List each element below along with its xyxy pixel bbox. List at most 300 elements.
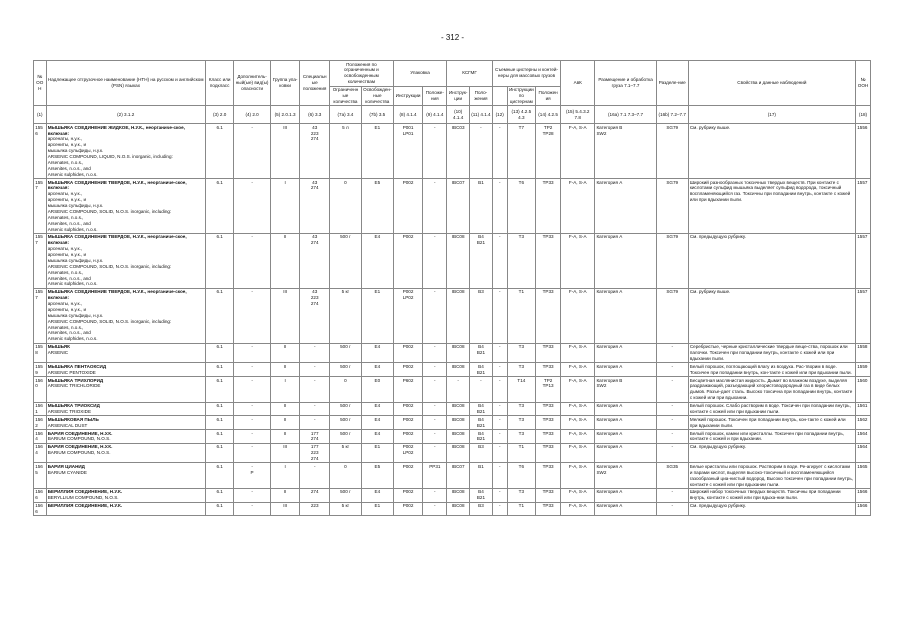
cell-name <box>46 416 205 430</box>
cell-ems: F-A, S-A <box>561 124 595 179</box>
cell-tank-instr: T1 <box>507 443 535 463</box>
cell-segregation: - <box>656 377 688 403</box>
cell-col12: - <box>492 430 507 444</box>
cell-ems: F-A, S-A <box>561 463 595 489</box>
colnum: (13) 4.2.5 4.3 <box>507 106 535 124</box>
cell-ibc-instr: IBC08 <box>447 343 470 363</box>
header-limited: Ограниченные количества <box>330 86 362 106</box>
cell-class: 6.1 <box>205 288 233 343</box>
table-row <box>34 179 871 234</box>
cell-stowage: Категория A <box>595 233 656 288</box>
cell-ibc-prov: B4 B21 <box>470 233 493 288</box>
cell-un-right: 1566 <box>856 502 871 516</box>
cell-pack-prov: - <box>423 443 447 463</box>
page-number: - 312 - <box>440 33 465 42</box>
cell-segregation: - <box>656 402 688 416</box>
cell-properties: См. предыдущую рубрику. <box>688 443 855 463</box>
cell-ibc-instr: IBC08 <box>447 402 470 416</box>
cell-un: 1564 <box>34 443 47 463</box>
cell-tank-prov: TP33 <box>536 288 561 343</box>
header-tank-group: Съемные цистерны и контей-неры для массовых грузов <box>492 61 560 87</box>
cell-col12: - <box>492 502 507 516</box>
header-pack-prov: Положе-ния <box>423 86 447 106</box>
cell-un-right: 1562 <box>856 416 871 430</box>
cell-properties: Мелкий порошок. Токсичен при попадании внутрь, кон-такте с кожей или при вдыхании пыли. <box>688 416 855 430</box>
header-un: № ООН <box>34 61 47 106</box>
cell-tank-instr: T14 <box>507 377 535 403</box>
table-row <box>34 463 871 489</box>
header-excepted: Освобожден-ные количества <box>363 87 392 104</box>
cell-packing-group: II <box>270 233 300 288</box>
cell-class: 6.1 <box>205 402 233 416</box>
cell-special: - <box>300 363 330 377</box>
colnum: (18) <box>856 106 871 124</box>
cell-name <box>46 463 205 489</box>
cell-properties: См. предыдущую рубрику. <box>688 233 855 288</box>
cell-class: 6.1 <box>205 416 233 430</box>
colnum: (7a) 3.4 <box>330 106 362 124</box>
cell-col12: - <box>492 363 507 377</box>
cell-ems: F-A, S-A <box>561 402 595 416</box>
cell-name <box>46 363 205 377</box>
colnum: (11) 4.1.4 <box>470 106 493 124</box>
cell-name <box>46 488 205 502</box>
header-ibc-prov: Поло-жения <box>470 86 493 106</box>
cell-limited: 500 г <box>330 416 362 430</box>
cell-stowage: Категория A <box>595 288 656 343</box>
cell-subsidiary: - <box>234 443 270 463</box>
cell-col12: - <box>492 488 507 502</box>
cell-segregation: - <box>656 488 688 502</box>
table-row <box>34 502 871 516</box>
cell-pack-prov: - <box>423 402 447 416</box>
cell-pack-prov: - <box>423 430 447 444</box>
cell-tank-instr: T3 <box>507 488 535 502</box>
cell-limited: 5 кг <box>330 502 362 516</box>
cell-un-right: 1564 <box>856 430 871 444</box>
cell-tank-instr: T3 <box>507 363 535 377</box>
cell-un-right: 1558 <box>856 343 871 363</box>
cell-pack-instr: P002 <box>393 463 423 489</box>
cell-packing-group: II <box>270 402 300 416</box>
cell-class: 6.1 <box>205 377 233 403</box>
column-number-row <box>34 106 871 124</box>
header-ibc-group: КСГМГ <box>447 61 493 87</box>
cell-class: 6.1 <box>205 179 233 234</box>
cell-subsidiary: - <box>234 233 270 288</box>
cell-ibc-prov: B3 <box>470 502 493 516</box>
table-row <box>34 343 871 363</box>
cell-limited: 500 г <box>330 363 362 377</box>
cell-name <box>46 430 205 444</box>
cell-special: 274 <box>300 488 330 502</box>
name-rest: арсенаты, н.у.к., арсениты, н.у.к., и мышьяка сульфиды, н.у.к. ARSENIC COMPOUND, SOLID, N.O.S. inorganic, including: Arsenates, n.o.s., Arsenites, n.o.s., and Arsenic sulphides, n.o.s. <box>47 301 172 342</box>
cell-un-right: 1559 <box>856 363 871 377</box>
cell-segregation: SG79 <box>656 179 688 234</box>
colnum: (12) <box>492 106 507 124</box>
colnum: (7b) 3.5 <box>361 106 393 124</box>
table-row <box>34 233 871 288</box>
table-row <box>34 416 871 430</box>
cell-ems: F-A, S-A <box>561 343 595 363</box>
cell-name <box>46 443 205 463</box>
name-russian: МЫШЬЯК <box>47 344 70 350</box>
colnum: (17) <box>688 106 855 124</box>
header-special-provisions: Специальные положения <box>300 61 330 106</box>
cell-segregation: SG79 <box>656 288 688 343</box>
cell-excepted: E4 <box>361 363 393 377</box>
cell-tank-prov: TP33 <box>536 488 561 502</box>
cell-subsidiary: - <box>234 288 270 343</box>
cell-un-right: 1564 <box>856 443 871 463</box>
table-row <box>34 443 871 463</box>
cell-un-right: 1565 <box>856 463 871 489</box>
cell-special: - <box>300 416 330 430</box>
colnum: (8) 4.1.4 <box>393 106 423 124</box>
cell-subsidiary: - <box>234 124 270 179</box>
cell-ibc-prov: B3 <box>470 443 493 463</box>
cell-special: - <box>300 377 330 403</box>
cell-ibc-prov: B3 <box>470 288 493 343</box>
name-russian: МЫШЬЯКА ТРИОКСИД <box>47 403 100 408</box>
cell-tank-instr: T3 <box>507 402 535 416</box>
cell-un: 1557 <box>34 233 47 288</box>
name-rest: BARIUM COMPOUND, N.O.S. <box>47 450 111 456</box>
name-rest: ARSENIC TRIOXIDE <box>47 408 92 414</box>
cell-pack-instr: P002 <box>393 233 423 288</box>
header-properties: Свойства и данные наблюдений <box>688 61 855 106</box>
cell-special: 43 274 <box>300 233 330 288</box>
cell-special: 177 223 274 <box>300 443 330 463</box>
colnum: (2) 3.1.2 <box>46 106 205 124</box>
cell-ibc-prov: B4 B21 <box>470 343 493 363</box>
header-ibc-instr: Инструк-ции <box>447 86 470 106</box>
cell-ibc-prov: B4 B21 <box>470 488 493 502</box>
cell-ems: F-A, S-A <box>561 288 595 343</box>
cell-special: - <box>300 343 330 363</box>
cell-ems: F-A, S-A <box>561 233 595 288</box>
cell-ibc-prov: B1 <box>470 463 493 489</box>
cell-un: 1565 <box>34 463 47 489</box>
cell-limited: 0 <box>330 179 362 234</box>
cell-ibc-instr: - <box>447 377 470 403</box>
cell-un: 1561 <box>34 402 47 416</box>
cell-stowage: Категория A <box>595 443 656 463</box>
cell-ems: F-A, S-A <box>561 179 595 234</box>
cell-subsidiary: - <box>234 363 270 377</box>
cell-special: - <box>300 402 330 416</box>
cell-stowage: Категория A <box>595 343 656 363</box>
cell-un: 1559 <box>34 363 47 377</box>
cell-class: 6.1 <box>205 124 233 179</box>
header-un-right: № ООН <box>856 61 871 106</box>
name-russian: БАРИЯ СОЕДИНЕНИЕ, Н.У.К. <box>47 444 113 450</box>
cell-packing-group: II <box>270 430 300 444</box>
cell-tank-instr: T3 <box>507 430 535 444</box>
cell-properties: Бесцветная маслянистая жидкость. Дымит во влажном воздухе, выделяя раздражающий, разъедающий хлористоводородный газ в виде белых дымов. Разъе-дает сталь. Высоко токсична при попадании внутрь, контакте с кожей или при вдыхании. <box>688 377 855 403</box>
cell-segregation: - <box>656 443 688 463</box>
cell-properties: Белый порошок, камни или кристаллы. Токсичен при попадании внутрь, контакте с кожей и при вдыхании. <box>688 430 855 444</box>
cell-packing-group: III <box>270 288 300 343</box>
cell-packing-group: III <box>270 124 300 179</box>
cell-pack-prov: - <box>423 377 447 403</box>
cell-name <box>46 402 205 416</box>
cell-properties: Широкий набор токсичных твердых веществ. Токсичны при попадании внутрь, контакте с кожей или при вдыха-нии пыли. <box>688 488 855 502</box>
cell-un: 1566 <box>34 502 47 516</box>
name-russian: МЫШЬЯКА СОЕДИНЕНИЕ ТВЕРДОЕ, Н.У.К., неорганиче-ское, включая: <box>47 234 187 246</box>
cell-tank-instr: T3 <box>507 416 535 430</box>
cell-pack-prov: - <box>423 179 447 234</box>
cell-ibc-prov: B4 B21 <box>470 416 493 430</box>
cell-un-right: 1566 <box>856 488 871 502</box>
table-row <box>34 377 871 403</box>
cell-un-right: 1560 <box>856 377 871 403</box>
cell-col12: - <box>492 124 507 179</box>
colnum: (15) 5.4.3.2 7.8 <box>561 106 595 124</box>
cell-packing-group: II <box>270 343 300 363</box>
cell-col12: - <box>492 377 507 403</box>
cell-properties: См. предыдущую рубрику. <box>688 502 855 516</box>
cell-stowage: Категория A <box>595 430 656 444</box>
cell-class: 6.1 <box>205 463 233 489</box>
cell-ibc-instr: IBC03 <box>447 124 470 179</box>
cell-properties: Серебристые, черные кристаллические твердые веще-ства, порошок или палочки. Токсичен при попадании внутрь, контакте с кожей или при вдыхании пыли. <box>688 343 855 363</box>
colnum: (1) <box>34 106 47 124</box>
cell-tank-prov: TP33 <box>536 502 561 516</box>
cell-tank-instr: T6 <box>507 463 535 489</box>
cell-properties: Белые кристаллы или порошок. Растворим в воде. Ре-агирует с кислотами и парами кислот, выделяя высоко-токсичный и воспламеняющийся газообразный циа-нистый водород. Высоко токсичен при попадании внутрь, контакте с кожей или при вдыхании пыли. <box>688 463 855 489</box>
cell-name <box>46 233 205 288</box>
cell-tank-prov: TP33 <box>536 416 561 430</box>
table-row <box>34 430 871 444</box>
cell-stowage: Категория A <box>595 416 656 430</box>
cell-tank-instr: T7 <box>507 124 535 179</box>
cell-tank-instr: T1 <box>507 502 535 516</box>
header-col12 <box>492 86 507 106</box>
cell-limited: 500 г <box>330 488 362 502</box>
colnum: (3) 2.0 <box>205 106 233 124</box>
cell-ibc-prov: B4 B21 <box>470 430 493 444</box>
cell-col12: - <box>492 179 507 234</box>
cell-ibc-instr: IBC08 <box>447 430 470 444</box>
cell-class: 6.1 <box>205 502 233 516</box>
cell-col12: - <box>492 233 507 288</box>
cell-limited: 500 г <box>330 343 362 363</box>
cell-subsidiary: - <box>234 502 270 516</box>
cell-stowage: Категория B SW2 <box>595 377 656 403</box>
cell-packing-group: II <box>270 363 300 377</box>
cell-special: 43 223 274 <box>300 288 330 343</box>
cell-special: - <box>300 463 330 489</box>
colnum: (10) 4.1.4 <box>447 106 470 124</box>
cell-col12: - <box>492 416 507 430</box>
cell-ibc-instr: IBC08 <box>447 488 470 502</box>
colnum: (9) 4.1.4 <box>423 106 447 124</box>
cell-segregation: SG79 <box>656 124 688 179</box>
cell-special: 43 223 274 <box>300 124 330 179</box>
cell-properties: См. рубрику выше. <box>688 124 855 179</box>
cell-excepted: E5 <box>361 179 393 234</box>
cell-ibc-instr: IBC08 <box>447 502 470 516</box>
cell-subsidiary: - <box>234 343 270 363</box>
cell-name <box>46 343 205 363</box>
cell-pack-instr: P002 <box>393 363 423 377</box>
cell-ems: F-A, S-A <box>561 502 595 516</box>
cell-pack-instr: P002 <box>393 502 423 516</box>
cell-tank-prov: TP33 <box>536 363 561 377</box>
cell-segregation: SG35 <box>656 463 688 489</box>
cell-packing-group: II <box>270 416 300 430</box>
cell-name <box>46 502 205 516</box>
cell-properties: Широкий разнообразных токсичных твердых веществ. При контакте с кислотами сульфид мышьяка выделяет сульфид водорода, токсичный воспламеняющийся газ. Токсичны при попадании внутрь, контакте с кожей или при вдыхании пыли. <box>688 179 855 234</box>
cell-pack-prov: - <box>423 502 447 516</box>
cell-segregation: - <box>656 416 688 430</box>
cell-un: 1556 <box>34 124 47 179</box>
cell-excepted: E4 <box>361 402 393 416</box>
cell-segregation: SG79 <box>656 233 688 288</box>
cell-limited: 500 г <box>330 430 362 444</box>
cell-pack-instr: P001 LP01 <box>393 124 423 179</box>
cell-subsidiary: - <box>234 416 270 430</box>
cell-properties: Белый порошок. Слабо растворим в воде. Токсичен при попадании внутрь, контакте с кожей или при вдыхании пыли. <box>688 402 855 416</box>
cell-class: 6.1 <box>205 363 233 377</box>
colnum: (16b) 7.2–7.7 <box>656 106 688 124</box>
cell-packing-group: II <box>270 488 300 502</box>
cell-stowage: Категория A <box>595 179 656 234</box>
cell-un-right: 1561 <box>856 402 871 416</box>
cell-ems: F-A, S-A <box>561 443 595 463</box>
cell-limited: 0 <box>330 463 362 489</box>
cell-class: 6.1 <box>205 488 233 502</box>
cell-pack-instr: P002 <box>393 179 423 234</box>
cell-tank-prov: TP2 TP13 <box>536 377 561 403</box>
cell-ibc-prov: - <box>470 124 493 179</box>
cell-ibc-instr: IBC07 <box>447 463 470 489</box>
name-russian: БЕРИЛЛИЯ СОЕДИНЕНИЕ, Н.У.К. <box>47 489 123 495</box>
colnum: (5) 2.0.1.3 <box>270 106 300 124</box>
cell-name <box>46 377 205 403</box>
cell-col12: - <box>492 443 507 463</box>
header-pack-instr: Инструкции <box>393 86 423 106</box>
cell-subsidiary: - P <box>234 463 270 489</box>
cell-pack-instr: P002 <box>393 343 423 363</box>
cell-un: 1566 <box>34 488 47 502</box>
cell-limited: 5 кг <box>330 288 362 343</box>
cell-segregation: - <box>656 363 688 377</box>
name-russian: МЫШЬЯКА СОЕДИНЕНИЕ ЖИДКОЕ, Н.У.К., неорганиче-ское, включая: <box>47 124 185 136</box>
cell-subsidiary: - <box>234 488 270 502</box>
cell-tank-prov: TP33 <box>536 179 561 234</box>
colnum: (16a) 7.1 7.3–7.7 <box>595 106 656 124</box>
cell-col12: - <box>492 463 507 489</box>
cell-col12: - <box>492 343 507 363</box>
table-body <box>34 124 871 516</box>
name-rest: арсенаты, н.у.к., арсениты, н.у.к., и мышьяка сульфиды, н.у.к. ARSENIC COMPOUND, LIQUID, N.O.S. inorganic, including: Arsenates, n.o.s., Arsenites, n.o.s., and Arsenic sulphides, n.o.s. <box>47 136 173 177</box>
cell-special: 43 274 <box>300 179 330 234</box>
cell-segregation: - <box>656 430 688 444</box>
cell-un: 1560 <box>34 377 47 403</box>
cell-excepted: E4 <box>361 343 393 363</box>
cell-special: 223 <box>300 502 330 516</box>
cell-ems: F-A, S-A <box>561 416 595 430</box>
name-rest: BARIUM COMPOUND, N.O.S. <box>47 436 111 442</box>
name-russian: МЫШЬЯКОВАЯ ПЫЛЬ <box>47 416 99 422</box>
header-tank-instr: Инструкции по цистернам <box>508 87 534 104</box>
cell-pack-instr: P002 <box>393 416 423 430</box>
header-packaging-group: Упаковка <box>393 61 447 87</box>
header-limited-group: Положения по ограниченным и освобожденным количествам <box>330 61 394 87</box>
cell-un: 1564 <box>34 430 47 444</box>
name-russian: МЫШЬЯКА СОЕДИНЕНИЕ ТВЕРДОЕ, Н.У.К., неорганиче-ское, включая: <box>47 179 187 191</box>
cell-stowage: Категория A <box>595 488 656 502</box>
name-rest: ARSENIC TRICHLORIDE <box>47 383 101 389</box>
header-name: Надлежащее отгрузочное наименование (НТН) на русском и английском (PSN) языках <box>46 61 205 106</box>
cell-packing-group: I <box>270 179 300 234</box>
cell-subsidiary: - <box>234 402 270 416</box>
cell-ibc-prov: B4 B21 <box>470 402 493 416</box>
cell-ibc-prov: B1 <box>470 179 493 234</box>
name-russian: МЫШЬЯКА ТРИХЛОРИД <box>47 377 104 383</box>
cell-excepted: E4 <box>361 233 393 288</box>
cell-ibc-prov: - <box>470 377 493 403</box>
cell-stowage: Категория B SW2 <box>595 124 656 179</box>
cell-pack-prov: - <box>423 343 447 363</box>
name-russian: МЫШЬЯКА ПЕНТАОКСИД <box>47 363 107 369</box>
cell-ibc-instr: IBC08 <box>447 363 470 377</box>
table-row <box>34 288 871 343</box>
cell-pack-prov: - <box>423 233 447 288</box>
cell-tank-prov: TP33 <box>536 430 561 444</box>
cell-subsidiary: - <box>234 179 270 234</box>
cell-ibc-instr: IBC08 <box>447 416 470 430</box>
name-rest: BERYLLIUM COMPOUND, N.O.S. <box>47 495 119 501</box>
name-russian: БАРИЯ СОЕДИНЕНИЕ, Н.У.К. <box>47 430 113 436</box>
cell-tank-prov: TP33 <box>536 402 561 416</box>
cell-un-right: 1557 <box>856 288 871 343</box>
table-row <box>34 124 871 179</box>
cell-class: 6.1 <box>205 430 233 444</box>
cell-excepted: E1 <box>361 443 393 463</box>
cell-pack-prov: - <box>423 488 447 502</box>
cell-packing-group: III <box>270 502 300 516</box>
header-ems: АвК <box>561 61 595 106</box>
cell-pack-instr: P002 <box>393 402 423 416</box>
header-class: Класс или подкласс <box>205 61 233 106</box>
cell-ems: F-A, S-A <box>561 363 595 377</box>
cell-tank-prov: TP33 <box>536 463 561 489</box>
cell-tank-prov: TP33 <box>536 443 561 463</box>
cell-pack-instr: P002 LP02 <box>393 288 423 343</box>
cell-excepted: E1 <box>361 288 393 343</box>
cell-class: 6.1 <box>205 343 233 363</box>
cell-un: 1558 <box>34 343 47 363</box>
cell-tank-prov: TP33 <box>536 233 561 288</box>
colnum: (4) 2.0 <box>234 106 270 124</box>
header-tank-prov: Положения <box>536 86 561 106</box>
cell-col12: - <box>492 402 507 416</box>
header-packing-group: Группа упа-ковки <box>270 61 300 106</box>
table-row <box>34 488 871 502</box>
header-segregation: Разделе-ние <box>656 61 688 106</box>
dangerous-goods-table <box>33 60 871 516</box>
cell-class: 6.1 <box>205 443 233 463</box>
cell-ems: F-A, S-A <box>561 488 595 502</box>
colnum: (6) 3.3 <box>300 106 330 124</box>
cell-pack-instr: P602 <box>393 377 423 403</box>
header-stowage: Размещение и обработка груза 7.1–7.7 <box>595 61 656 106</box>
cell-tank-prov: TP2 TP28 <box>536 124 561 179</box>
colnum: (14) 4.2.5 <box>536 106 561 124</box>
